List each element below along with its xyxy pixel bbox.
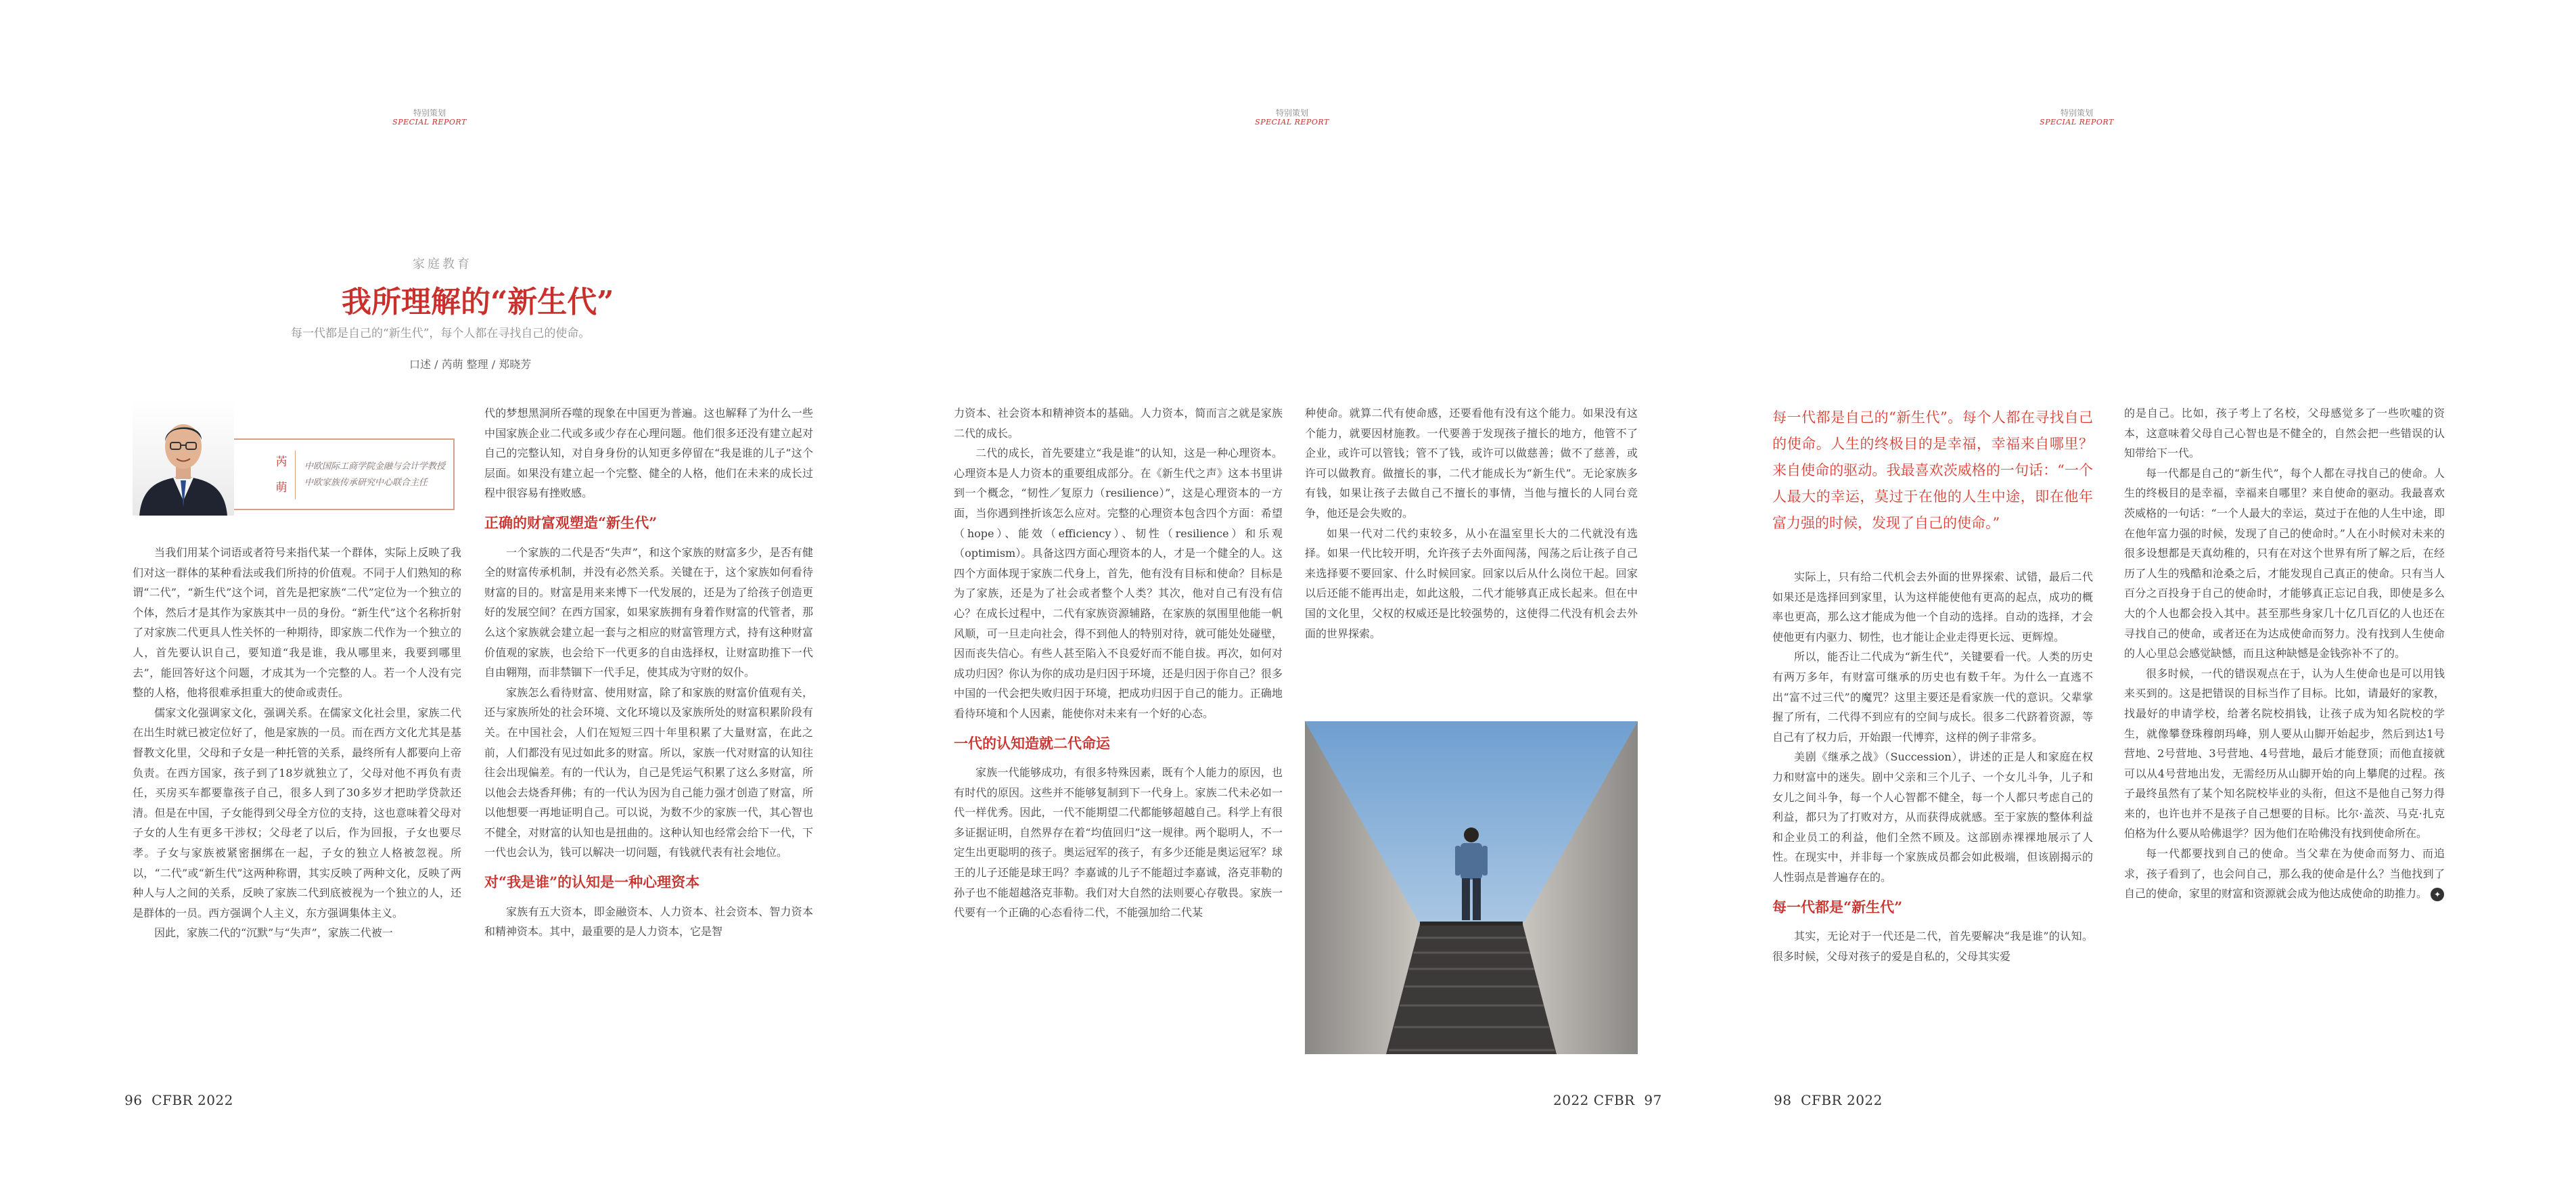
body-column-96-right (484, 403, 813, 1070)
page-number: 98 (1774, 1092, 1792, 1108)
body-paragraph: 实际上，只有给二代机会去外面的世界探索、试错，最后二代如果还是选择回到家里，认为这样能使他有更高的起点，成功的概率也更高，那么这才能成为他一个自动的选择。自动的选择，才会使他更有内驱力、韧性，也才能让企业走得更长远、更辉煌。 (1772, 570, 2093, 643)
stairs-illustration (1305, 721, 1638, 1054)
body-column-97-left (954, 403, 1283, 1070)
profile-titles (304, 459, 445, 491)
magazine-name: CFBR (1593, 1092, 1635, 1108)
body-paragraph: 所以，能否让二代成为“新生代”，关键要看一代。人类的历史有两万多年，有财富可继承的历史也有数千年。为什么一直逃不出“富不过三代”的魔咒？这里主要还是看家族一代的意识。父辈掌握了所有，二代得不到应有的空间与成长。很多二代跻着资源，等自己有了权力后，开始跟一代博弈，这样的例子非常多。 (1772, 650, 2093, 744)
section-header-cn: 特别策划 (2060, 108, 2093, 118)
body-paragraph: 代的梦想黑洞所吞噬的现象在中国更为普遍。这也解释了为什么一些中国家族企业二代或多或少存在心理问题。他们很多还没有建立起对自己的完整认知，对自身身份的认知更多停留在“我是谁的儿子”这个层面。如果没有建立起一个完整、健全的人格，他们在未来的成长过程中很容易有挫败感。 (484, 407, 813, 500)
body-paragraph: 家族有五大资本，即金融资本、人力资本、社会资本、智力资本和精神资本。其中，最重要的是人力资本，它是智 (484, 905, 813, 938)
body-column-98-right (2124, 403, 2445, 1070)
profile-name (273, 449, 290, 501)
author-profile (133, 399, 457, 516)
section-header (362, 108, 497, 127)
profile-title-line: 中欧国际工商学院金融与会计学教授 (304, 461, 446, 472)
section-header-en: SPECIAL REPORT (1255, 118, 1329, 127)
page-96 (0, 0, 859, 1203)
section-header-cn: 特别策划 (413, 108, 446, 118)
section-heading: 对“我是谁”的认知是一种心理资本 (484, 873, 700, 891)
body-paragraph: 种使命。就算二代有使命感，还要看他有没有这个能力。如果没有这个能力，就要因材施教。一代要善于发现孩子擅长的地方，他管不了企业，或许可以管钱；管不了钱，或许可以做慈善；做不了慈善，或许可以做教育。做擅长的事，二代才能成长为“新生代”。无论家族多有钱，如果让孩子去做自己不擅长的事情，当他与擅长的人同台竞争，他还是会失败的。 (1305, 407, 1638, 520)
article-byline: 口述 / 芮萌 整理 / 郑晓芳 (409, 358, 532, 371)
body-paragraph: 一个家族的二代是否“失声”，和这个家族的财富多少，是否有健全的财富传承机制，并没有必然关系。关键在于，这个家族如何看待财富的目的。财富是用来来博下一代发展的，还是为了给孩子创造更好的发展空间？在西方国家，如果家族拥有身着作财富的代管者，那么这个家族就会建立起一套与之相应的财富管理方式，持有这种财富价值观的家族，也会给下一代更多的自由选择权，让财富助推下一代自由翱翔，而非禁锢下一代手足，使其成为守财的奴仆。 (484, 545, 813, 679)
section-header (1224, 108, 1360, 127)
portrait-illustration (133, 399, 234, 516)
folio-year: 2022 (1553, 1092, 1589, 1108)
body-paragraph: 的是自己。比如，孩子考上了名校，父母感觉多了一些吹嘘的资本，这意味着父母自己心智也是不健全的，自然会把一些错误的认知带给下一代。 (2124, 407, 2445, 460)
body-paragraph: 因此，家族二代的“沉默”与“失声”，家族二代被一 (154, 926, 393, 940)
body-paragraph: 家族怎么看待财富、使用财富，除了和家族的财富价值观有关，还与家族所处的社会环境、文化环境以及家族所处的财富积累阶段有关。在中国社会，人们在短短三四十年里积累了大量财富，在此之前，人们都没有见过如此多的财富。所以，家族一代对财富的认知往往会出现偏差。有的一代认为，自己是凭运气积累了这么多财富，所以他会去烧香拜佛；有的一代认为因为自己能力强才创造了财富，所以他想要一再地证明自己。可以说，为数不少的家族一代，其心智也不健全，对财富的认知也是扭曲的。这种认知也经常会给下一代，下一代也会认为，钱可以解决一切问题，有钱就代表有社会地位。 (484, 685, 813, 859)
body-paragraph: 其实，无论对于一代还是二代，首先要解决“我是谁”的认知。很多时候，父母对孩子的爱是自私的，父母其实爱 (1772, 930, 2093, 963)
profile-name-char: 芮 (275, 455, 288, 469)
article-subtitle: 每一代都是自己的“新生代”，每个人都在寻找自己的使命。 (291, 327, 591, 340)
body-paragraph: 如果一代对二代约束较多，从小在温室里长大的二代就没有选择。如果一代比较开明，允许孩子去外面闯荡，闯荡之后让孩子自己来选择要不要回家、什么时候回家。回家以后从什么岗位干起。回家以后还能不能再出走，如此这般，二代才能够真正成长起来。但在中国的文化里，父权的权威还是比较强势的，这使得二代没有机会去外面的世界探索。 (1305, 526, 1638, 640)
body-paragraph: 力资本、社会资本和精神资本的基础。人力资本，简而言之就是家族二代的成长。 (954, 407, 1283, 440)
page-number: 97 (1644, 1092, 1662, 1108)
section-header-en: SPECIAL REPORT (392, 118, 467, 127)
body-paragraph: 当我们用某个词语或者符号来指代某一个群体，实际上反映了我们对这一群体的某种看法或我们所持的价值观。不同于人们熟知的称谓“二代”，“新生代”这个词，首先是把家族“二代”定位为一个独立的个体，然后才是其作为家族其中一员的身份。“新生代”这个名称折射了对家族二代更具人性关怀的一种期待，即家族二代作为一个独立的人，首先要认识自己，要知道“我是谁，我从哪里来，我要到哪里去”，能回答好这个问题，才成其为一个完整的人。若一个人没有完整的人格，他将很难承担重大的使命或责任。 (133, 546, 461, 700)
body-paragraph: 二代的成长，首先要建立“我是谁”的认知，这是一种心理资本。心理资本是人力资本的重要组成部分。在《新生代之声》这本书里讲到一个概念，“韧性／复原力（resilience）”，这是心理资本的一方面，当你遇到挫折该怎么应对。完整的心理资本包含四个方面：希望（hope）、能效（efficiency）、韧性（resilience）和乐观（optimism）。具备这四方面心理资本的人，才是一个健全的人。这四个方面体现于家族二代身上，首先，他有没有目标和使命？目标是为了家族，还是为了社会或者整个人类？其次，他对自己有没有信心？在成长过程中，二代有家族资源辅路，在家族的氛围里他能一帆风顺，可一旦走向社会，得不到他人的特别对待，就可能处处碰壁，因而丧失信心。有些人甚至陷入不良爱好而不能自拔。再次，如何对成功归因？你认为你的成功是归因于环境，还是归因于你自己？很多中国的一代会把失败归因于环境，把成功归因于自己的能力。正确地看待环境和个人因素，能使你对未来有一个好的心态。 (954, 447, 1283, 720)
portrait-photo (133, 399, 234, 516)
body-paragraph-text: 每一代都要找到自己的使命。当父辈在为使命而努力、而追求，孩子看到了，也会问自己，那么我的使命是什么？当他找到了自己的使命，家里的财富和资源就会成为他达成使命的助推力。 (2124, 847, 2445, 901)
section-heading: 每一代都是“新生代” (1772, 898, 1903, 915)
profile-divider (295, 451, 296, 499)
section-header-cn: 特别策划 (1275, 108, 1308, 118)
body-column-97-right (1305, 403, 1638, 701)
profile-title-line: 中欧家族传承研究中心联合主任 (304, 478, 428, 488)
end-mark-icon: ✦ (2431, 888, 2444, 901)
body-paragraph: 家族一代能够成功，有很多特殊因素，既有个人能力的原因，也有时代的原因。这些并不能够复制到下一代身上。家族二代未必如一代一样优秀。因此，一代不能期望二代都能够超越自己。科学上有很多证据证明，自然界存在着“均值回归”这一规律。两个聪明人，不一定生出更聪明的孩子。奥运冠军的孩子，有多少还能是奥运冠军？球王的儿子还能是球王吗？李嘉诚的儿子不能超过李嘉诚，洛克菲勒的孙子也不能超越洛克菲勒。我们对大自然的法则要心存敬畏。家族一代要有一个正确的心态看待二代，不能强加给二代某 (954, 766, 1283, 920)
body-paragraph: 美剧《继承之战》（Succession），讲述的正是人和家庭在权力和财富中的迷失。剧中父亲和三个儿子、一个女儿斗争，儿子和女儿之间斗争，每一个人心智都不健全，每一个人都只考虑自己的利益，都只为了打败对方，从而获得成就感。至于家族的整体利益和企业员工的利益，他们全然不顾及。这部剧赤裸裸地展示了人性。在现实中，并非每一个家族成员都会如此极端，但该剧揭示的人性弱点是普遍存在的。 (1772, 750, 2093, 884)
section-heading: 正确的财富观塑造“新生代” (484, 514, 658, 531)
article-title: 我所理解的“新生代” (342, 285, 614, 319)
section-heading: 一代的认知造就二代命运 (954, 734, 1110, 752)
page-folio-98 (1774, 1092, 1883, 1108)
body-paragraph: 很多时候，一代的错误观点在于，认为人生使命也是可以用钱来买到的。这是把错误的目标当作了目标。比如，请最好的家教，找最好的申请学校，给著名院校捐钱，让孩子成为知名院校的学生，就像攀登珠穆朗玛峰，别人要从山脚开始起步，然后到达1号营地、2号营地、3号营地、4号营地，最后才能登顶；而他直接就可以从4号营地出发，无需经历从山脚开始的向上攀爬的过程。孩子最终虽然有了某个知名院校毕业的头衔，但这不是他自己努力得来的，也许也并不是孩子自己想要的目标。比尔·盖茨、马克·扎克伯格为什么要从哈佛退学？因为他们在哈佛没有找到使命所在。 (2124, 666, 2445, 840)
body-paragraph: 每一代都是自己的“新生代”，每个人都在寻找自己的使命。人生的终极目的是幸福，幸福来自哪里？来自使命的驱动。我最喜欢茨威格的一句话：“一个人最大的幸运，莫过于在他的人生中途，即在他年富力强的时候，发现了自己的使命时。”人在小时候对未来的很多设想都是天真幼稚的，只有在对这个世界有所了解之后，在经历了人生的残酷和沧桑之后，才能发现自己真正的使命。只有当人百分之百投身于自己的使命时，才能够真正忘记自我，即使是多么大的个人也都会投入其中。甚至那些身家几十亿几百亿的人也还在寻找自己的使命，或者还在为达成使命而努力。没有找到人生使命的人心里总会感觉缺憾，而且这种缺憾是金钱弥补不了的。 (2124, 466, 2445, 660)
section-header (2009, 108, 2144, 127)
page-number: 96 (124, 1092, 143, 1108)
body-paragraph: 儒家文化强调家文化，强调关系。在儒家文化社会里，家族二代在出生时就已被定位好了，他是家族的一员。而在西方文化尤其是基督教文化里，父母和子女是一种托管的关系，最终所有人都要向上帝负责。在西方国家，孩子到了18岁就独立了，父母对他不再负有责任，买房买车都要靠孩子自己，很多人到了30多岁才把助学贷款还清。但是在中国，子女能得到父母全方位的支持，这也意味着父母对子女的人生有更多干涉权；父母老了以后，作为回报，子女也要尽孝。子女与家族被紧密捆绑在一起，子女的独立人格被忽视。所以，“二代”或“新生代”这两种称谓，其实反映了两种文化，反映了两种人与人之间的关系，反映了家族二代到底被视为一个独立的人，还是群体的一员。西方强调个人主义，东方强调集体主义。 (133, 706, 461, 920)
body-column-96-left (133, 543, 461, 1070)
article-kicker: 家庭教育 (413, 257, 472, 271)
section-header-en: SPECIAL REPORT (2040, 118, 2114, 127)
pull-quote: 每一代都是自己的“新生代”。每个人都在寻找自己的使命。人生的终极目的是幸福，幸福来自哪里？来自使命的驱动。我最喜欢茨威格的一句话：“一个人最大的幸运，莫过于在他的人生中途，即在他年富力强的时候，发现了自己的使命。” (1772, 409, 2093, 531)
page-98 (1718, 0, 2576, 1203)
magazine-name: CFBR 2022 (1801, 1092, 1883, 1108)
magazine-name: CFBR 2022 (152, 1092, 233, 1108)
profile-name-char: 萌 (275, 481, 288, 495)
stairs-photo (1305, 721, 1638, 1054)
page-folio-96 (124, 1092, 233, 1108)
body-column-98-left (1772, 567, 2093, 1070)
body-paragraph (2124, 844, 2445, 904)
page-folio-97 (1553, 1092, 1662, 1108)
